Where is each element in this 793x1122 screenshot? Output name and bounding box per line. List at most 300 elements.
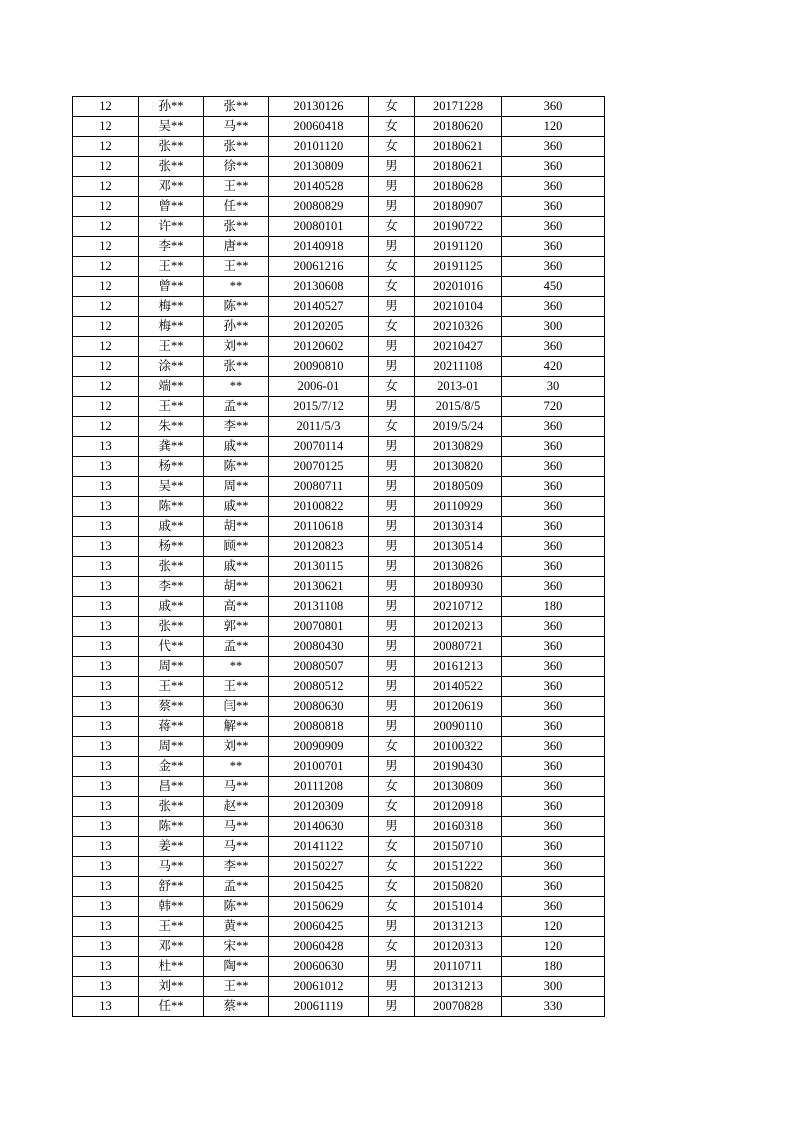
start-date-cell: 20090909 xyxy=(269,737,369,757)
start-date-cell: 20130115 xyxy=(269,557,369,577)
start-date-cell: 2015/7/12 xyxy=(269,397,369,417)
name-cell: 吴** xyxy=(139,117,204,137)
group-cell: 13 xyxy=(73,577,139,597)
table-row xyxy=(73,437,605,457)
related-name-cell: 王** xyxy=(204,977,269,997)
amount-cell: 360 xyxy=(502,297,605,317)
table-row xyxy=(73,837,605,857)
group-cell: 13 xyxy=(73,637,139,657)
start-date-cell: 2006-01 xyxy=(269,377,369,397)
group-cell: 13 xyxy=(73,997,139,1017)
group-cell: 13 xyxy=(73,877,139,897)
end-date-cell: 20100322 xyxy=(415,737,502,757)
name-cell: 张** xyxy=(139,157,204,177)
start-date-cell: 20080430 xyxy=(269,637,369,657)
related-name-cell: 徐** xyxy=(204,157,269,177)
table-row xyxy=(73,637,605,657)
group-cell: 13 xyxy=(73,457,139,477)
table-row xyxy=(73,397,605,417)
gender-cell: 女 xyxy=(369,277,415,297)
start-date-cell: 20060630 xyxy=(269,957,369,977)
related-name-cell: 顾** xyxy=(204,537,269,557)
table-row xyxy=(73,857,605,877)
related-name-cell: 蔡** xyxy=(204,997,269,1017)
start-date-cell: 20150227 xyxy=(269,857,369,877)
table-row xyxy=(73,597,605,617)
name-cell: 邓** xyxy=(139,937,204,957)
end-date-cell: 20210326 xyxy=(415,317,502,337)
name-cell: 戚** xyxy=(139,597,204,617)
amount-cell: 120 xyxy=(502,117,605,137)
related-name-cell: 唐** xyxy=(204,237,269,257)
gender-cell: 男 xyxy=(369,177,415,197)
start-date-cell: 20070125 xyxy=(269,457,369,477)
start-date-cell: 20120602 xyxy=(269,337,369,357)
gender-cell: 女 xyxy=(369,937,415,957)
start-date-cell: 20130126 xyxy=(269,97,369,117)
end-date-cell: 20070828 xyxy=(415,997,502,1017)
amount-cell: 360 xyxy=(502,817,605,837)
related-name-cell: 陈** xyxy=(204,897,269,917)
related-name-cell: 马** xyxy=(204,777,269,797)
amount-cell: 360 xyxy=(502,877,605,897)
name-cell: 王** xyxy=(139,337,204,357)
name-cell: 王** xyxy=(139,397,204,417)
gender-cell: 男 xyxy=(369,537,415,557)
related-name-cell: 黄** xyxy=(204,917,269,937)
start-date-cell: 20070114 xyxy=(269,437,369,457)
group-cell: 13 xyxy=(73,617,139,637)
end-date-cell: 20191125 xyxy=(415,257,502,277)
gender-cell: 男 xyxy=(369,817,415,837)
name-cell: 任** xyxy=(139,997,204,1017)
start-date-cell: 20080818 xyxy=(269,717,369,737)
amount-cell: 360 xyxy=(502,837,605,857)
related-name-cell: 胡** xyxy=(204,577,269,597)
end-date-cell: 2019/5/24 xyxy=(415,417,502,437)
related-name-cell: 陈** xyxy=(204,297,269,317)
gender-cell: 女 xyxy=(369,317,415,337)
related-name-cell: 李** xyxy=(204,857,269,877)
related-name-cell: 周** xyxy=(204,477,269,497)
related-name-cell: 孟** xyxy=(204,877,269,897)
end-date-cell: 20140522 xyxy=(415,677,502,697)
gender-cell: 男 xyxy=(369,477,415,497)
gender-cell: 女 xyxy=(369,117,415,137)
start-date-cell: 20150425 xyxy=(269,877,369,897)
name-cell: 陈** xyxy=(139,817,204,837)
group-cell: 13 xyxy=(73,717,139,737)
start-date-cell: 20100701 xyxy=(269,757,369,777)
gender-cell: 男 xyxy=(369,497,415,517)
group-cell: 12 xyxy=(73,257,139,277)
group-cell: 13 xyxy=(73,977,139,997)
start-date-cell: 20130621 xyxy=(269,577,369,597)
group-cell: 13 xyxy=(73,477,139,497)
related-name-cell: 刘** xyxy=(204,737,269,757)
table-row xyxy=(73,457,605,477)
name-cell: 张** xyxy=(139,137,204,157)
start-date-cell: 20141122 xyxy=(269,837,369,857)
amount-cell: 300 xyxy=(502,317,605,337)
end-date-cell: 20130820 xyxy=(415,457,502,477)
table-row xyxy=(73,357,605,377)
amount-cell: 360 xyxy=(502,337,605,357)
end-date-cell: 2015/8/5 xyxy=(415,397,502,417)
gender-cell: 女 xyxy=(369,777,415,797)
table-row xyxy=(73,897,605,917)
gender-cell: 男 xyxy=(369,197,415,217)
related-name-cell: 宋** xyxy=(204,937,269,957)
group-cell: 13 xyxy=(73,937,139,957)
end-date-cell: 20151222 xyxy=(415,857,502,877)
group-cell: 12 xyxy=(73,157,139,177)
gender-cell: 女 xyxy=(369,737,415,757)
group-cell: 12 xyxy=(73,137,139,157)
end-date-cell: 20161213 xyxy=(415,657,502,677)
name-cell: 张** xyxy=(139,617,204,637)
table-row xyxy=(73,497,605,517)
start-date-cell: 20061119 xyxy=(269,997,369,1017)
name-cell: 端** xyxy=(139,377,204,397)
end-date-cell: 20190430 xyxy=(415,757,502,777)
name-cell: 张** xyxy=(139,797,204,817)
start-date-cell: 20150629 xyxy=(269,897,369,917)
name-cell: 杨** xyxy=(139,457,204,477)
table-row xyxy=(73,757,605,777)
end-date-cell: 20211108 xyxy=(415,357,502,377)
amount-cell: 360 xyxy=(502,737,605,757)
amount-cell: 120 xyxy=(502,937,605,957)
related-name-cell: ** xyxy=(204,277,269,297)
end-date-cell: 20150710 xyxy=(415,837,502,857)
gender-cell: 男 xyxy=(369,657,415,677)
group-cell: 12 xyxy=(73,237,139,257)
group-cell: 12 xyxy=(73,417,139,437)
gender-cell: 女 xyxy=(369,377,415,397)
related-name-cell: 陈** xyxy=(204,457,269,477)
end-date-cell: 20210104 xyxy=(415,297,502,317)
gender-cell: 男 xyxy=(369,977,415,997)
gender-cell: 女 xyxy=(369,797,415,817)
amount-cell: 720 xyxy=(502,397,605,417)
end-date-cell: 2013-01 xyxy=(415,377,502,397)
group-cell: 13 xyxy=(73,797,139,817)
end-date-cell: 20110711 xyxy=(415,957,502,977)
related-name-cell: 高** xyxy=(204,597,269,617)
amount-cell: 360 xyxy=(502,437,605,457)
amount-cell: 360 xyxy=(502,477,605,497)
start-date-cell: 20130809 xyxy=(269,157,369,177)
end-date-cell: 20180907 xyxy=(415,197,502,217)
name-cell: 吴** xyxy=(139,477,204,497)
gender-cell: 男 xyxy=(369,157,415,177)
start-date-cell: 20110618 xyxy=(269,517,369,537)
start-date-cell: 20120205 xyxy=(269,317,369,337)
related-name-cell: 王** xyxy=(204,677,269,697)
start-date-cell: 20100822 xyxy=(269,497,369,517)
gender-cell: 男 xyxy=(369,577,415,597)
amount-cell: 360 xyxy=(502,157,605,177)
name-cell: 梅** xyxy=(139,317,204,337)
gender-cell: 女 xyxy=(369,897,415,917)
amount-cell: 360 xyxy=(502,97,605,117)
amount-cell: 360 xyxy=(502,557,605,577)
related-name-cell: ** xyxy=(204,757,269,777)
related-name-cell: 王** xyxy=(204,257,269,277)
gender-cell: 男 xyxy=(369,397,415,417)
related-name-cell: 孙** xyxy=(204,317,269,337)
amount-cell: 360 xyxy=(502,657,605,677)
name-cell: 许** xyxy=(139,217,204,237)
amount-cell: 360 xyxy=(502,717,605,737)
table-row xyxy=(73,117,605,137)
amount-cell: 360 xyxy=(502,197,605,217)
amount-cell: 360 xyxy=(502,777,605,797)
amount-cell: 360 xyxy=(502,517,605,537)
name-cell: 张** xyxy=(139,557,204,577)
table-row xyxy=(73,577,605,597)
name-cell: 孙** xyxy=(139,97,204,117)
amount-cell: 360 xyxy=(502,617,605,637)
table-row xyxy=(73,737,605,757)
name-cell: 涂** xyxy=(139,357,204,377)
table-body xyxy=(73,97,605,1017)
table-row xyxy=(73,137,605,157)
group-cell: 13 xyxy=(73,837,139,857)
name-cell: 李** xyxy=(139,577,204,597)
table-row xyxy=(73,477,605,497)
start-date-cell: 20101120 xyxy=(269,137,369,157)
end-date-cell: 20130809 xyxy=(415,777,502,797)
group-cell: 13 xyxy=(73,757,139,777)
table-row xyxy=(73,237,605,257)
group-cell: 13 xyxy=(73,957,139,977)
group-cell: 13 xyxy=(73,777,139,797)
group-cell: 12 xyxy=(73,317,139,337)
table-row xyxy=(73,537,605,557)
end-date-cell: 20120313 xyxy=(415,937,502,957)
group-cell: 13 xyxy=(73,517,139,537)
name-cell: 陈** xyxy=(139,497,204,517)
table-row xyxy=(73,297,605,317)
start-date-cell: 20060428 xyxy=(269,937,369,957)
gender-cell: 女 xyxy=(369,217,415,237)
table-row xyxy=(73,197,605,217)
table-row xyxy=(73,697,605,717)
group-cell: 13 xyxy=(73,557,139,577)
name-cell: 杨** xyxy=(139,537,204,557)
end-date-cell: 20180930 xyxy=(415,577,502,597)
related-name-cell: 任** xyxy=(204,197,269,217)
related-name-cell: 李** xyxy=(204,417,269,437)
amount-cell: 180 xyxy=(502,597,605,617)
gender-cell: 男 xyxy=(369,597,415,617)
related-name-cell: 王** xyxy=(204,177,269,197)
gender-cell: 男 xyxy=(369,717,415,737)
amount-cell: 330 xyxy=(502,997,605,1017)
related-name-cell: 郭** xyxy=(204,617,269,637)
table-row xyxy=(73,877,605,897)
amount-cell: 360 xyxy=(502,857,605,877)
group-cell: 13 xyxy=(73,537,139,557)
related-name-cell: 马** xyxy=(204,837,269,857)
table-row xyxy=(73,257,605,277)
end-date-cell: 20080721 xyxy=(415,637,502,657)
end-date-cell: 20090110 xyxy=(415,717,502,737)
end-date-cell: 20130314 xyxy=(415,517,502,537)
name-cell: 杜** xyxy=(139,957,204,977)
table-row xyxy=(73,377,605,397)
gender-cell: 男 xyxy=(369,997,415,1017)
amount-cell: 420 xyxy=(502,357,605,377)
table-row xyxy=(73,517,605,537)
gender-cell: 男 xyxy=(369,757,415,777)
start-date-cell: 20090810 xyxy=(269,357,369,377)
end-date-cell: 20191120 xyxy=(415,237,502,257)
gender-cell: 男 xyxy=(369,697,415,717)
group-cell: 13 xyxy=(73,597,139,617)
gender-cell: 男 xyxy=(369,297,415,317)
group-cell: 13 xyxy=(73,677,139,697)
start-date-cell: 20060418 xyxy=(269,117,369,137)
gender-cell: 女 xyxy=(369,877,415,897)
amount-cell: 360 xyxy=(502,417,605,437)
end-date-cell: 20180621 xyxy=(415,157,502,177)
group-cell: 13 xyxy=(73,817,139,837)
name-cell: 昌** xyxy=(139,777,204,797)
start-date-cell: 20111208 xyxy=(269,777,369,797)
end-date-cell: 20180509 xyxy=(415,477,502,497)
group-cell: 13 xyxy=(73,697,139,717)
start-date-cell: 20070801 xyxy=(269,617,369,637)
amount-cell: 360 xyxy=(502,577,605,597)
start-date-cell: 2011/5/3 xyxy=(269,417,369,437)
related-name-cell: 胡** xyxy=(204,517,269,537)
gender-cell: 男 xyxy=(369,637,415,657)
gender-cell: 男 xyxy=(369,557,415,577)
gender-cell: 女 xyxy=(369,857,415,877)
amount-cell: 450 xyxy=(502,277,605,297)
end-date-cell: 20120619 xyxy=(415,697,502,717)
start-date-cell: 20120309 xyxy=(269,797,369,817)
amount-cell: 360 xyxy=(502,257,605,277)
start-date-cell: 20140630 xyxy=(269,817,369,837)
amount-cell: 120 xyxy=(502,917,605,937)
name-cell: 刘** xyxy=(139,977,204,997)
name-cell: 王** xyxy=(139,917,204,937)
end-date-cell: 20150820 xyxy=(415,877,502,897)
amount-cell: 360 xyxy=(502,637,605,657)
end-date-cell: 20171228 xyxy=(415,97,502,117)
group-cell: 12 xyxy=(73,337,139,357)
name-cell: 李** xyxy=(139,237,204,257)
start-date-cell: 20120823 xyxy=(269,537,369,557)
group-cell: 12 xyxy=(73,197,139,217)
start-date-cell: 20140528 xyxy=(269,177,369,197)
table-row xyxy=(73,177,605,197)
gender-cell: 女 xyxy=(369,837,415,857)
amount-cell: 180 xyxy=(502,957,605,977)
table-row xyxy=(73,317,605,337)
gender-cell: 男 xyxy=(369,357,415,377)
start-date-cell: 20080507 xyxy=(269,657,369,677)
group-cell: 12 xyxy=(73,117,139,137)
end-date-cell: 20131213 xyxy=(415,917,502,937)
related-name-cell: 解** xyxy=(204,717,269,737)
end-date-cell: 20110929 xyxy=(415,497,502,517)
end-date-cell: 20130826 xyxy=(415,557,502,577)
table-row xyxy=(73,717,605,737)
end-date-cell: 20130514 xyxy=(415,537,502,557)
group-cell: 13 xyxy=(73,737,139,757)
gender-cell: 男 xyxy=(369,617,415,637)
name-cell: 代** xyxy=(139,637,204,657)
table-row xyxy=(73,777,605,797)
gender-cell: 男 xyxy=(369,337,415,357)
table-row xyxy=(73,917,605,937)
name-cell: 曾** xyxy=(139,197,204,217)
end-date-cell: 20180621 xyxy=(415,137,502,157)
group-cell: 13 xyxy=(73,857,139,877)
end-date-cell: 20190722 xyxy=(415,217,502,237)
related-name-cell: 戚** xyxy=(204,437,269,457)
end-date-cell: 20180620 xyxy=(415,117,502,137)
name-cell: 王** xyxy=(139,677,204,697)
table-row xyxy=(73,937,605,957)
related-name-cell: 张** xyxy=(204,137,269,157)
related-name-cell: 张** xyxy=(204,217,269,237)
end-date-cell: 20151014 xyxy=(415,897,502,917)
start-date-cell: 20080829 xyxy=(269,197,369,217)
amount-cell: 360 xyxy=(502,457,605,477)
name-cell: 姜** xyxy=(139,837,204,857)
gender-cell: 男 xyxy=(369,437,415,457)
amount-cell: 360 xyxy=(502,677,605,697)
group-cell: 12 xyxy=(73,297,139,317)
name-cell: 金** xyxy=(139,757,204,777)
amount-cell: 360 xyxy=(502,537,605,557)
table-row xyxy=(73,817,605,837)
start-date-cell: 20061012 xyxy=(269,977,369,997)
related-name-cell: 马** xyxy=(204,817,269,837)
table-row xyxy=(73,557,605,577)
table-row xyxy=(73,677,605,697)
gender-cell: 男 xyxy=(369,237,415,257)
group-cell: 12 xyxy=(73,177,139,197)
table-row xyxy=(73,997,605,1017)
group-cell: 13 xyxy=(73,897,139,917)
related-name-cell: 刘** xyxy=(204,337,269,357)
name-cell: 龚** xyxy=(139,437,204,457)
group-cell: 12 xyxy=(73,217,139,237)
name-cell: 周** xyxy=(139,737,204,757)
related-name-cell: 孟** xyxy=(204,397,269,417)
gender-cell: 女 xyxy=(369,97,415,117)
end-date-cell: 20160318 xyxy=(415,817,502,837)
name-cell: 韩** xyxy=(139,897,204,917)
amount-cell: 360 xyxy=(502,697,605,717)
group-cell: 13 xyxy=(73,657,139,677)
gender-cell: 男 xyxy=(369,957,415,977)
table-row xyxy=(73,277,605,297)
table-row xyxy=(73,157,605,177)
gender-cell: 女 xyxy=(369,257,415,277)
group-cell: 12 xyxy=(73,357,139,377)
end-date-cell: 20130829 xyxy=(415,437,502,457)
gender-cell: 女 xyxy=(369,417,415,437)
name-cell: 马** xyxy=(139,857,204,877)
